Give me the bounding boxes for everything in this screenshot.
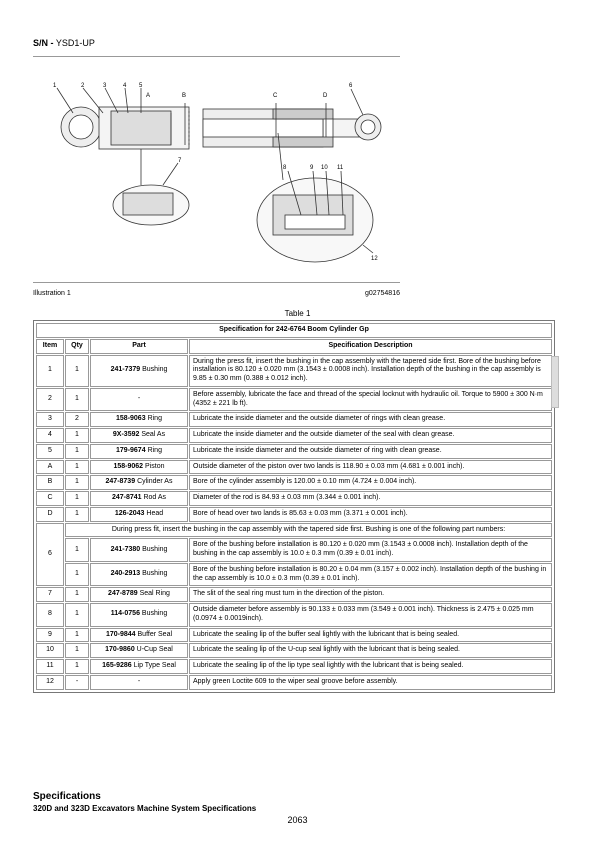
part-number: 126-2043 xyxy=(114,509,145,517)
desc-cell: Lubricate the sealing lip of the buffer seal lightly with the lubricant that is being sealed. xyxy=(189,628,552,643)
callout-C: C xyxy=(273,93,278,99)
desc-cell: Lubricate the sealing lip of the U-cup seal lightly with the lubricant that is being sealed. xyxy=(189,643,552,658)
part-number: 247-8789 xyxy=(108,590,138,598)
part-name: Rod As xyxy=(143,494,167,501)
callout-1: 1 xyxy=(53,83,57,89)
qty-cell: 1 xyxy=(65,388,89,412)
table-row xyxy=(36,523,552,538)
table-row xyxy=(36,444,552,459)
desc-cell: Before assembly, lubricate the face and thread of the special locknut with hydraulic oil. Torque to 5900 ± 300 N·m (4352 ± 221 lb ft). xyxy=(189,388,552,412)
callout-4: 4 xyxy=(123,83,127,89)
item-cell: C xyxy=(36,491,64,506)
callout-12: 12 xyxy=(371,256,378,262)
table-row xyxy=(36,603,552,627)
item-cell: 4 xyxy=(36,428,64,443)
qty-cell: 2 xyxy=(65,412,89,427)
table-row xyxy=(36,628,552,643)
part-number: 170-9860 xyxy=(105,646,135,654)
item-cell: 10 xyxy=(36,643,64,658)
part-number: 170-9844 xyxy=(105,630,136,638)
part-cell xyxy=(90,491,188,506)
part-number: 247-8739 xyxy=(105,478,136,486)
table-row xyxy=(36,460,552,475)
callout-10: 10 xyxy=(321,165,328,171)
desc-cell: Lubricate the inside diameter and the outside diameter of ring with clean grease. xyxy=(189,444,552,459)
callout-B: B xyxy=(182,93,187,99)
part-cell xyxy=(90,428,188,443)
top-rule xyxy=(33,56,400,57)
table-caption: Table 1 xyxy=(284,309,311,318)
part-name: Bushing xyxy=(142,366,168,374)
part-name: Piston xyxy=(145,462,165,470)
qty-cell: - xyxy=(65,675,89,690)
table-row xyxy=(36,538,552,562)
callout-6: 6 xyxy=(349,83,353,89)
desc-cell: Lubricate the sealing lip of the lip type seal lightly with the lubricant that is being sealed. xyxy=(189,659,552,674)
table-row xyxy=(36,428,552,443)
part-name: Bushing xyxy=(142,545,168,553)
table-row xyxy=(36,475,552,490)
qty-cell: 1 xyxy=(65,444,89,459)
qty-cell: 1 xyxy=(65,538,89,562)
item-cell: D xyxy=(36,507,64,522)
note-cell: During press fit, insert the bushing in the cap assembly with the tapered side first. Bushing is one of the following part numbers: xyxy=(65,523,552,538)
table-row xyxy=(36,507,552,522)
item-cell: 3 xyxy=(36,412,64,427)
callout-D: D xyxy=(323,93,328,99)
qty-cell: 1 xyxy=(65,563,89,587)
col-item: Item xyxy=(36,339,64,354)
desc-cell: Outside diameter of the piston over two lands is 118.90 ± 0.03 mm (4.681 ± 0.001 inch). xyxy=(189,460,552,475)
part-number: 241-7380 xyxy=(110,545,141,553)
part-name: Seal As xyxy=(141,431,166,438)
figure-rule xyxy=(33,282,400,283)
qty-cell: 1 xyxy=(65,355,89,387)
part-name: U-Cup Seal xyxy=(136,646,173,654)
desc-cell: Lubricate the inside diameter and the outside diameter of rings with clean grease. xyxy=(189,412,552,427)
section-title: Specifications xyxy=(33,791,101,802)
item-cell: 1 xyxy=(36,355,64,387)
serial-number: S/N - YSD1-UP xyxy=(33,38,95,48)
part-cell xyxy=(90,587,188,602)
part-cell xyxy=(90,538,188,562)
part-name: Bushing xyxy=(141,610,168,618)
part-number: 114-0756 xyxy=(110,610,140,618)
table-title: Specification for 242-6764 Boom Cylinder Gp xyxy=(36,323,552,338)
part-name: - xyxy=(137,677,141,685)
part-cell xyxy=(90,563,188,587)
item-cell: 5 xyxy=(36,444,64,459)
desc-cell: Bore of the cylinder assembly is 120.00 ± 0.10 mm (4.724 ± 0.004 inch). xyxy=(189,475,552,490)
callout-3: 3 xyxy=(103,83,107,89)
part-name: Seal Ring xyxy=(139,590,170,598)
callout-5: 5 xyxy=(139,83,143,89)
part-cell xyxy=(90,444,188,459)
qty-cell: 1 xyxy=(65,643,89,658)
part-number: 9X-3592 xyxy=(112,431,140,438)
item-cell: 8 xyxy=(36,603,64,627)
part-number: 158-9062 xyxy=(113,462,144,470)
part-cell xyxy=(90,659,188,674)
table-row xyxy=(36,355,552,387)
part-cell xyxy=(90,355,188,387)
table-row xyxy=(36,587,552,602)
desc-cell: Outside diameter before assembly is 90.133 ± 0.033 mm (3.549 ± 0.001 inch). Thickness is 2.475 ± 0.025 mm (0.0974 ± 0.0019inch). xyxy=(189,603,552,627)
part-number: 158-9063 xyxy=(116,415,146,423)
table-row xyxy=(36,563,552,587)
qty-cell: 1 xyxy=(65,603,89,627)
qty-cell: 1 xyxy=(65,628,89,643)
desc-cell: Bore of head over two lands is 85.63 ± 0.03 mm (3.371 ± 0.001 inch). xyxy=(189,507,552,522)
part-cell xyxy=(90,603,188,627)
item-cell: 9 xyxy=(36,628,64,643)
callout-A: A xyxy=(146,93,151,99)
callout-2: 2 xyxy=(81,83,85,89)
part-cell xyxy=(90,675,188,690)
callout-9: 9 xyxy=(310,165,314,171)
callout-8: 8 xyxy=(283,165,287,171)
part-cell xyxy=(90,507,188,522)
item-cell: 12 xyxy=(36,675,64,690)
part-name: Head xyxy=(146,509,164,517)
callout-11: 11 xyxy=(337,165,344,171)
document-title: 320D and 323D Excavators Machine System Specifications xyxy=(33,804,257,813)
desc-cell: Bore of the bushing before installation is 80.20 ± 0.04 mm (3.157 ± 0.002 inch). Installation depth of the bushing in the cap assembly is 10.0 ± 0.3 mm (0.39 ± 0.01 inch). xyxy=(189,563,552,587)
part-number: 179-9674 xyxy=(116,446,146,454)
part-cell xyxy=(90,412,188,427)
col-part: Part xyxy=(90,339,188,354)
desc-cell: Apply green Loctite 609 to the wiper seal groove before assembly. xyxy=(189,675,552,690)
col-qty: Qty xyxy=(65,339,89,354)
part-cell xyxy=(90,388,188,412)
item-cell: B xyxy=(36,475,64,490)
item-cell: 2 xyxy=(36,388,64,412)
part-name: Ring xyxy=(147,446,162,454)
callout-7: 7 xyxy=(178,158,182,164)
scrollbar[interactable] xyxy=(551,356,559,408)
desc-cell: Bore of the bushing before installation is 80.120 ± 0.020 mm (3.1543 ± 0.0008 inch). Installation depth of the bushing in the cap assembly is 10.0 ± 0.3 mm (0.39 ± 0.01 inch). xyxy=(189,538,552,562)
qty-cell: 1 xyxy=(65,428,89,443)
part-number: 247-8741 xyxy=(111,494,142,501)
desc-cell: Diameter of the rod is 84.93 ± 0.03 mm (3.344 ± 0.001 inch). xyxy=(189,491,552,506)
part-name: Lip Type Seal xyxy=(133,662,176,669)
part-number: 241-7379 xyxy=(110,366,141,374)
qty-cell: 1 xyxy=(65,507,89,522)
table-row xyxy=(36,643,552,658)
illustration-code: g02754816 xyxy=(364,290,400,297)
table-row xyxy=(36,388,552,412)
qty-cell: 1 xyxy=(65,587,89,602)
cylinder-illustration xyxy=(33,75,400,280)
part-cell xyxy=(90,643,188,658)
spec-table xyxy=(33,320,555,693)
page-number: 2063 xyxy=(287,815,308,825)
qty-cell: 1 xyxy=(65,491,89,506)
illustration-label: Illustration 1 xyxy=(33,290,71,297)
col-desc: Specification Description xyxy=(189,339,552,354)
desc-cell: Lubricate the inside diameter and the outside diameter of the seal with clean grease. xyxy=(189,428,552,443)
part-number: 165-9286 xyxy=(102,662,132,669)
item-cell: 6 xyxy=(36,523,64,587)
part-name: Bushing xyxy=(142,570,168,578)
part-cell xyxy=(90,460,188,475)
part-cell xyxy=(90,475,188,490)
desc-cell: The slit of the seal ring must turn in the direction of the piston. xyxy=(189,587,552,602)
table-row xyxy=(36,659,552,674)
qty-cell: 1 xyxy=(65,475,89,490)
desc-cell: During the press fit, insert the bushing in the cap assembly with the tapered side first. Bore of the bushing before installation is 80.120 ± 0.020 mm (3.1543 ± 0.0008 inch). Installation depth of the bushing in the cap assembly is 9.85 ± 0.30 mm (0.388 ± 0.012 inch). xyxy=(189,355,552,387)
item-cell: 11 xyxy=(36,659,64,674)
part-name: Buffer Seal xyxy=(137,630,173,638)
part-number: 240-2913 xyxy=(110,570,141,578)
table-row xyxy=(36,675,552,690)
table-row xyxy=(36,491,552,506)
item-cell: 7 xyxy=(36,587,64,602)
qty-cell: 1 xyxy=(65,659,89,674)
part-name: - xyxy=(137,395,141,403)
part-cell xyxy=(90,628,188,643)
part-name: Cylinder As xyxy=(137,478,173,486)
figure-caption xyxy=(33,290,400,297)
qty-cell: 1 xyxy=(65,460,89,475)
part-name: Ring xyxy=(147,415,162,423)
item-cell: A xyxy=(36,460,64,475)
table-row xyxy=(36,412,552,427)
